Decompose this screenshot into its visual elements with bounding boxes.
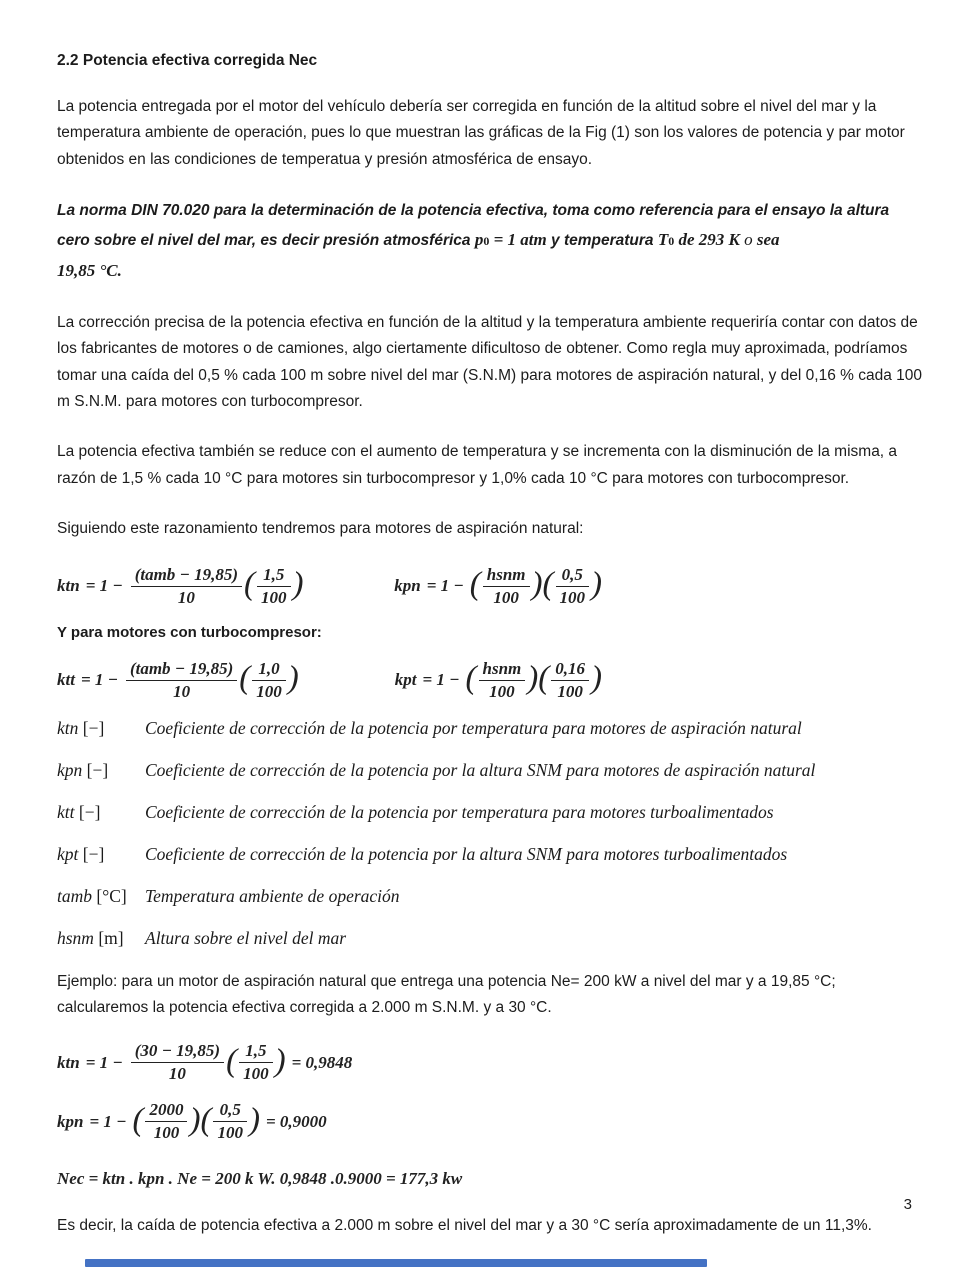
kpt-fraction-2: $\frac{0,16}{100}$ <box>551 659 589 702</box>
din-text-3: o <box>739 229 757 249</box>
open-paren: ( <box>542 566 554 603</box>
ktt-lhs: ktt <box>57 670 75 690</box>
close-paren: ) <box>287 660 299 697</box>
definition-tamb <box>57 886 925 907</box>
ktn-ex-fraction-1: $\frac{(30 - 19,85)}{10}$ <box>131 1041 224 1084</box>
formula-kpt <box>395 659 602 702</box>
kpt-lhs: kpt <box>394 670 417 690</box>
ktn-fraction-1: $\frac{\text{(tamb − 19,85)}}{10}$ <box>131 565 242 608</box>
unit: [−] <box>82 717 105 738</box>
ktt-eq: = 1 − <box>80 670 118 690</box>
formula-row-natural <box>57 565 602 608</box>
paragraph-closing: Es decir, la caída de potencia efectiva a 2.000 m sobre el nivel del mar y a 30 °C sería aproximadamente de un 11,3%. <box>57 1217 872 1235</box>
kpn-fraction-2: $\frac{0,5}{100}$ <box>556 565 590 608</box>
close-paren: ) <box>527 660 539 697</box>
formula-kpn-example <box>57 1100 925 1143</box>
din-temp-value: 19,85 °C. <box>57 260 122 280</box>
kpt-eq: = 1 − <box>422 670 460 690</box>
definition-kpn <box>57 760 925 781</box>
symbol: hsnm <box>57 927 94 948</box>
symbol: kpt <box>57 843 79 864</box>
math-p0: p0 = 1 atm <box>474 229 547 249</box>
definition-text: Temperatura ambiente de operación <box>145 885 400 906</box>
kpt-fraction-1: $\frac{\text{hsnm}}{100}$ <box>479 659 526 702</box>
open-paren: ( <box>132 1101 144 1138</box>
close-paren: ) <box>292 566 304 603</box>
open-paren: ( <box>244 566 256 603</box>
definition-ktt <box>57 802 925 823</box>
symbol: kpn <box>57 759 83 780</box>
open-paren: ( <box>239 660 251 697</box>
din-text-2: y temperatura <box>546 231 658 249</box>
kpn-fraction-1: $\frac{\text{hsnm}}{100}$ <box>483 565 530 608</box>
paragraph-intro: La potencia entregada por el motor del vehículo debería ser corregida en función de la altitud sobre el nivel del mar y la temperatura ambiente de operación, pues lo que muestran las gráficas de la Fig (1) son los valores de potencia y par motor obtenidos en las condiciones de temperatua y presión atmosférica de ensayo. <box>57 98 905 168</box>
din-text-4: sea <box>756 229 780 249</box>
symbol: tamb <box>57 885 92 906</box>
formula-kpn <box>394 565 602 608</box>
unit: [−] <box>78 801 101 822</box>
kpn-ex-fraction-2: $\frac{0,5}{100}$ <box>213 1100 247 1143</box>
lead-natural-aspiration: Siguiendo este razonamiento tendremos para motores de aspiración natural: <box>57 520 584 538</box>
kpn-ex-fraction-1: $\frac{2000}{100}$ <box>145 1100 187 1143</box>
ktn-eq: = 1 − <box>85 576 123 596</box>
nec-result-equation: Nec = ktn . kpn . Ne = 200 k W. 0,9848 .0.9000 = 177,3 kw <box>57 1169 463 1189</box>
definition-ktn <box>57 718 925 739</box>
symbol-definitions <box>57 718 925 949</box>
kpn-ex-lhs: kpn <box>57 1111 84 1131</box>
kpn-ex-eq: = 1 − <box>89 1111 127 1131</box>
open-paren: ( <box>200 1101 212 1138</box>
formula-row-turbo <box>57 659 602 702</box>
formula-ktn <box>57 565 304 608</box>
ktn-lhs: ktn <box>57 576 80 596</box>
ktt-fraction-2: $\frac{1,0}{100}$ <box>252 659 286 702</box>
kpn-lhs: kpn <box>394 576 421 596</box>
definition-text: Coeficiente de corrección de la potencia por temperatura para motores de aspiración natural <box>145 717 802 738</box>
definition-text: Coeficiente de corrección de la potencia por temperatura para motores turboalimentados <box>145 801 774 822</box>
formula-ktn-example <box>57 1041 925 1084</box>
close-paren: ) <box>591 566 602 603</box>
ktn-ex-result: = 0,9848 <box>291 1052 353 1072</box>
unit: [°C] <box>96 885 127 906</box>
definition-hsnm <box>57 928 925 949</box>
lead-turbocharged: Y para motores con turbocompresor: <box>57 623 322 641</box>
unit: [−] <box>82 843 105 864</box>
symbol: ktt <box>57 801 75 822</box>
open-paren: ( <box>465 660 477 697</box>
definition-text: Coeficiente de corrección de la potencia por la altura SNM para motores de aspiración natural <box>145 759 816 780</box>
paragraph-correction: La corrección precisa de la potencia efectiva en función de la altitud y la temperatura ambiente requeriría contar con datos de los fabricantes de motores o de camiones, algo ciertamente dificultoso de obtener. Como regla muy aproximada, podríamos tomar una caída del 0,5 % cada 100 m sobre nivel del mar (S.N.M) para motores de aspiración natural, y del 0,16 % cada 100 m S.N.M. para motores con turbocompresor. <box>57 314 923 411</box>
definition-text: Altura sobre el nivel del mar <box>145 927 347 948</box>
close-paren: ) <box>248 1101 260 1138</box>
open-paren: ( <box>538 660 550 697</box>
formula-ktt <box>57 659 299 702</box>
kpn-ex-result: = 0,9000 <box>265 1111 327 1131</box>
paragraph-example: Ejemplo: para un motor de aspiración natural que entrega una potencia Ne= 200 kW a nivel del mar y a 19,85 °C; calcularemos la potencia efectiva corregida a 2.000 m S.N.M. y a 30 °C. <box>57 972 836 1016</box>
paragraph-temperature: La potencia efectiva también se reduce con el aumento de temperatura y se incrementa con la disminución de la misma, a razón de 1,5 % cada 10 °C para motores sin turbocompresor y 1,0% cada 10 °C para motores con turbocompresor. <box>57 443 898 487</box>
page-number: 3 <box>903 1196 912 1213</box>
definition-kpt <box>57 844 925 865</box>
symbol: ktn <box>57 717 79 738</box>
ktn-ex-lhs: ktn <box>57 1052 80 1072</box>
paragraph-din-norm <box>57 197 925 286</box>
close-paren: ) <box>274 1042 286 1079</box>
bottom-accent-bar <box>85 1259 707 1267</box>
ktn-fraction-2: $\frac{1,5}{100}$ <box>257 565 291 608</box>
close-paren: ) <box>531 566 543 603</box>
ktn-ex-fraction-2: $\frac{1,5}{100}$ <box>239 1041 273 1084</box>
math-t0: T0 de 293 K <box>657 229 740 249</box>
section-heading: 2.2 Potencia efectiva corregida Nec <box>57 52 318 69</box>
close-paren: ) <box>591 660 602 697</box>
kpn-eq: = 1 − <box>426 576 464 596</box>
unit: [−] <box>86 759 109 780</box>
ktt-fraction-1: $\frac{\text{(tamb − 19,85)}}{10}$ <box>126 659 237 702</box>
definition-text: Coeficiente de corrección de la potencia por la altura SNM para motores turboalimentados <box>145 843 788 864</box>
open-paren: ( <box>469 566 481 603</box>
open-paren: ( <box>226 1042 238 1079</box>
ktn-ex-eq: = 1 − <box>85 1052 123 1072</box>
unit: [m] <box>98 927 124 948</box>
din-text-1: La norma DIN 70.020 para la determinación de la potencia efectiva, toma como referencia para el ensayo la altura cero sobre el nivel del mar, es decir presión atmosférica <box>57 202 890 249</box>
close-paren: ) <box>189 1101 201 1138</box>
